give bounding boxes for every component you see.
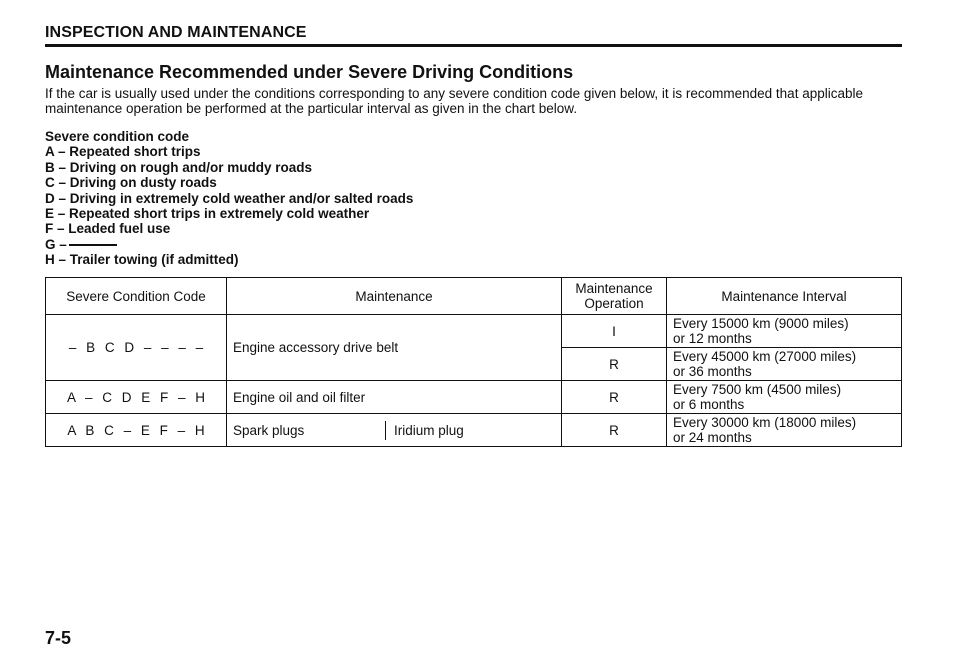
row3-interval-line-a: Every 30000 km (18000 miles) xyxy=(673,415,857,430)
code-item-g xyxy=(45,237,413,252)
codes-heading: Severe condition code xyxy=(45,129,190,144)
row2-maintenance: Engine oil and oil filter xyxy=(227,381,562,414)
row3-maintenance-sub: Iridium plug xyxy=(394,422,464,438)
row3-interval xyxy=(667,414,902,447)
row2-interval-line-b: or 6 months xyxy=(673,397,745,412)
row1-operation-1: I xyxy=(562,315,667,348)
header-maintenance: Maintenance xyxy=(227,278,562,315)
table-header-row xyxy=(46,278,902,315)
code-item-f: F – Leaded fuel use xyxy=(45,221,171,237)
table-row xyxy=(46,414,902,447)
table-row xyxy=(46,315,902,348)
header-severe-condition-code: Severe Condition Code xyxy=(46,278,227,315)
code-item-h: H – Trailer towing (if admitted) xyxy=(45,252,239,268)
row1-interval-1-line-a: Every 15000 km (9000 miles) xyxy=(673,316,849,331)
row1-maintenance: Engine accessory drive belt xyxy=(227,315,562,381)
intro-paragraph: If the car is usually used under the conditions corresponding to any severe condition code given below, it is recommended that applicable maintenance operation be performed at the particular interval as given in the chart below. xyxy=(45,86,863,116)
row3-interval-line-b: or 24 months xyxy=(673,430,752,445)
row2-interval-line-a: Every 7500 km (4500 miles) xyxy=(673,382,842,397)
row1-interval-1-line-b: or 12 months xyxy=(673,331,752,346)
row2-operation: R xyxy=(562,381,667,414)
header-maintenance-interval: Maintenance Interval xyxy=(667,278,902,315)
row2-interval xyxy=(667,381,902,414)
row1-interval-2-line-b: or 36 months xyxy=(673,364,752,379)
row1-code: – B C D – – – – xyxy=(46,315,227,381)
code-item-e: E – Repeated short trips in extremely cold weather xyxy=(45,206,370,222)
row3-maintenance xyxy=(227,414,562,447)
code-item-d: D – Driving in extremely cold weather and/or salted roads xyxy=(45,190,414,206)
row1-interval-1 xyxy=(667,315,902,348)
row3-maintenance-label: Spark plugs xyxy=(227,421,386,440)
page-number: 7-5 xyxy=(45,628,72,648)
row3-code: A B C – E F – H xyxy=(46,414,227,447)
code-item-b: B – Driving on rough and/or muddy roads xyxy=(45,159,313,175)
row2-code: A – C D E F – H xyxy=(46,381,227,414)
code-item-a: A – Repeated short trips xyxy=(45,144,201,160)
severe-condition-code-list xyxy=(45,129,413,268)
row1-interval-2-line-a: Every 45000 km (27000 miles) xyxy=(673,349,857,364)
section-header: INSPECTION AND MAINTENANCE xyxy=(45,24,307,41)
maintenance-table xyxy=(45,277,902,447)
code-item-c: C – Driving on dusty roads xyxy=(45,175,217,191)
row1-interval-2 xyxy=(667,348,902,381)
row1-operation-2: R xyxy=(562,348,667,381)
header-maintenance-operation: Maintenance Operation xyxy=(562,278,667,315)
code-item-g-label: G – xyxy=(45,236,67,252)
header-rule xyxy=(45,44,902,47)
page-title: Maintenance Recommended under Severe Driving Conditions xyxy=(45,62,574,82)
code-g-blank-line xyxy=(69,244,117,246)
row3-operation: R xyxy=(562,414,667,447)
table-row xyxy=(46,381,902,414)
